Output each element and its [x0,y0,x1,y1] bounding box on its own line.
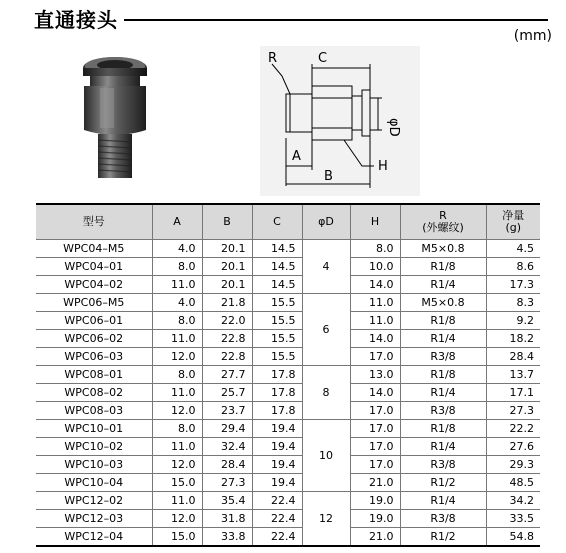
col-header-weight-sub: (g) [505,221,522,234]
cell-c: 22.4 [252,492,302,510]
dim-label-h: H [378,159,388,174]
cell-b: 23.7 [202,402,252,420]
dim-label-c: C [318,51,328,66]
col-header-h: H [350,204,400,240]
cell-c: 17.8 [252,402,302,420]
cell-r: R1/8 [400,420,486,438]
cell-r: R1/4 [400,492,486,510]
cell-r: R3/8 [400,510,486,528]
cell-model: WPC12–03 [36,510,152,528]
cell-c: 14.5 [252,240,302,258]
col-header-r [400,204,486,240]
cell-r: R1/8 [400,312,486,330]
cell-a: 12.0 [152,510,202,528]
cell-b: 33.8 [202,528,252,547]
cell-b: 20.1 [202,276,252,294]
cell-c: 15.5 [252,348,302,366]
cell-r: R3/8 [400,456,486,474]
cell-b: 20.1 [202,258,252,276]
cell-r: R1/2 [400,528,486,547]
cell-c: 17.8 [252,366,302,384]
cell-a: 11.0 [152,492,202,510]
cell-h: 8.0 [350,240,400,258]
col-header-r-main: R [439,209,447,222]
cell-weight: 4.5 [486,240,540,258]
cell-h: 14.0 [350,330,400,348]
cell-r: M5×0.8 [400,240,486,258]
table-row [36,474,540,492]
cell-phid: 10 [302,420,350,492]
cell-b: 21.8 [202,294,252,312]
cell-weight: 34.2 [486,492,540,510]
cell-model: WPC08–02 [36,384,152,402]
col-header-r-sub: (外螺纹) [422,221,464,234]
cell-b: 31.8 [202,510,252,528]
table-row [36,438,540,456]
cell-h: 17.0 [350,348,400,366]
spec-table [36,203,540,547]
table-body [36,240,540,547]
cell-r: R1/4 [400,438,486,456]
cell-b: 29.4 [202,420,252,438]
cell-model: WPC06–03 [36,348,152,366]
cell-model: WPC10–04 [36,474,152,492]
cell-h: 17.0 [350,438,400,456]
cell-b: 20.1 [202,240,252,258]
cell-model: WPC06–M5 [36,294,152,312]
table-row [36,456,540,474]
cell-weight: 13.7 [486,366,540,384]
cell-b: 25.7 [202,384,252,402]
cell-weight: 17.3 [486,276,540,294]
cell-a: 12.0 [152,348,202,366]
cell-a: 11.0 [152,276,202,294]
cell-r: R1/8 [400,366,486,384]
table-header-row [36,204,540,240]
table-row [36,294,540,312]
cell-model: WPC06–01 [36,312,152,330]
cell-h: 13.0 [350,366,400,384]
table-row [36,492,540,510]
col-header-b: B [202,204,252,240]
dim-label-phid: φD [386,118,401,137]
cell-b: 27.3 [202,474,252,492]
cell-weight: 22.2 [486,420,540,438]
cell-r: R1/4 [400,384,486,402]
dimension-drawing [260,46,420,196]
cell-a: 15.0 [152,528,202,547]
cell-model: WPC12–02 [36,492,152,510]
cell-c: 15.5 [252,312,302,330]
cell-weight: 17.1 [486,384,540,402]
cell-r: R3/8 [400,402,486,420]
cell-a: 11.0 [152,330,202,348]
cell-a: 12.0 [152,456,202,474]
cell-c: 17.8 [252,384,302,402]
cell-phid: 12 [302,492,350,547]
cell-model: WPC04–M5 [36,240,152,258]
cell-c: 19.4 [252,438,302,456]
dim-label-a: A [292,149,301,164]
cell-h: 17.0 [350,402,400,420]
cell-b: 27.7 [202,366,252,384]
cell-r: R1/4 [400,276,486,294]
cell-a: 15.0 [152,474,202,492]
cell-h: 11.0 [350,312,400,330]
table-row [36,510,540,528]
cell-model: WPC06–02 [36,330,152,348]
cell-model: WPC10–01 [36,420,152,438]
cell-h: 19.0 [350,492,400,510]
table-row [36,384,540,402]
cell-weight: 18.2 [486,330,540,348]
cell-c: 22.4 [252,528,302,547]
cell-b: 28.4 [202,456,252,474]
table-row [36,528,540,547]
cell-r: R3/8 [400,348,486,366]
cell-model: WPC04–01 [36,258,152,276]
cell-b: 35.4 [202,492,252,510]
cell-weight: 28.4 [486,348,540,366]
cell-h: 11.0 [350,294,400,312]
unit-label: (mm) [513,28,552,44]
cell-model: WPC08–01 [36,366,152,384]
cell-a: 8.0 [152,366,202,384]
cell-a: 8.0 [152,312,202,330]
cell-h: 21.0 [350,528,400,547]
cell-b: 22.0 [202,312,252,330]
cell-h: 21.0 [350,474,400,492]
cell-c: 22.4 [252,510,302,528]
cell-a: 11.0 [152,384,202,402]
cell-weight: 29.3 [486,456,540,474]
table-row [36,276,540,294]
col-header-model: 型号 [36,204,152,240]
cell-phid: 6 [302,294,350,366]
cell-c: 19.4 [252,474,302,492]
dim-label-r: R [268,51,278,66]
cell-c: 15.5 [252,294,302,312]
table-row [36,420,540,438]
cell-c: 14.5 [252,258,302,276]
cell-weight: 9.2 [486,312,540,330]
cell-a: 4.0 [152,294,202,312]
col-header-a: A [152,204,202,240]
cell-r: R1/4 [400,330,486,348]
title-underline [124,19,548,21]
cell-c: 14.5 [252,276,302,294]
cell-r: M5×0.8 [400,294,486,312]
cell-b: 22.8 [202,348,252,366]
cell-weight: 48.5 [486,474,540,492]
cell-b: 32.4 [202,438,252,456]
cell-h: 14.0 [350,384,400,402]
cell-phid: 4 [302,240,350,294]
table-row [36,240,540,258]
cell-r: R1/8 [400,258,486,276]
cell-h: 17.0 [350,420,400,438]
cell-model: WPC12–04 [36,528,152,547]
cell-model: WPC04–02 [36,276,152,294]
cell-h: 19.0 [350,510,400,528]
table-row [36,402,540,420]
cell-h: 14.0 [350,276,400,294]
table-row [36,258,540,276]
cell-b: 22.8 [202,330,252,348]
cell-c: 15.5 [252,330,302,348]
page-title: 直通接头 [34,8,118,32]
cell-a: 8.0 [152,420,202,438]
cell-h: 10.0 [350,258,400,276]
cell-weight: 54.8 [486,528,540,547]
col-header-weight [486,204,540,240]
cell-a: 12.0 [152,402,202,420]
cell-phid: 8 [302,366,350,420]
cell-weight: 27.6 [486,438,540,456]
cell-a: 11.0 [152,438,202,456]
cell-model: WPC10–02 [36,438,152,456]
product-photo [70,52,160,187]
cell-model: WPC10–03 [36,456,152,474]
table-row [36,348,540,366]
col-header-weight-main: 净量 [502,209,525,222]
cell-c: 19.4 [252,456,302,474]
cell-a: 4.0 [152,240,202,258]
cell-weight: 8.3 [486,294,540,312]
col-header-phid: φD [302,204,350,240]
table-row [36,366,540,384]
cell-r: R1/2 [400,474,486,492]
cell-a: 8.0 [152,258,202,276]
cell-weight: 33.5 [486,510,540,528]
cell-model: WPC08–03 [36,402,152,420]
cell-c: 19.4 [252,420,302,438]
cell-weight: 27.3 [486,402,540,420]
table-row [36,312,540,330]
cell-weight: 8.6 [486,258,540,276]
table-row [36,330,540,348]
cell-h: 17.0 [350,456,400,474]
dim-label-b: B [324,169,333,184]
col-header-c: C [252,204,302,240]
